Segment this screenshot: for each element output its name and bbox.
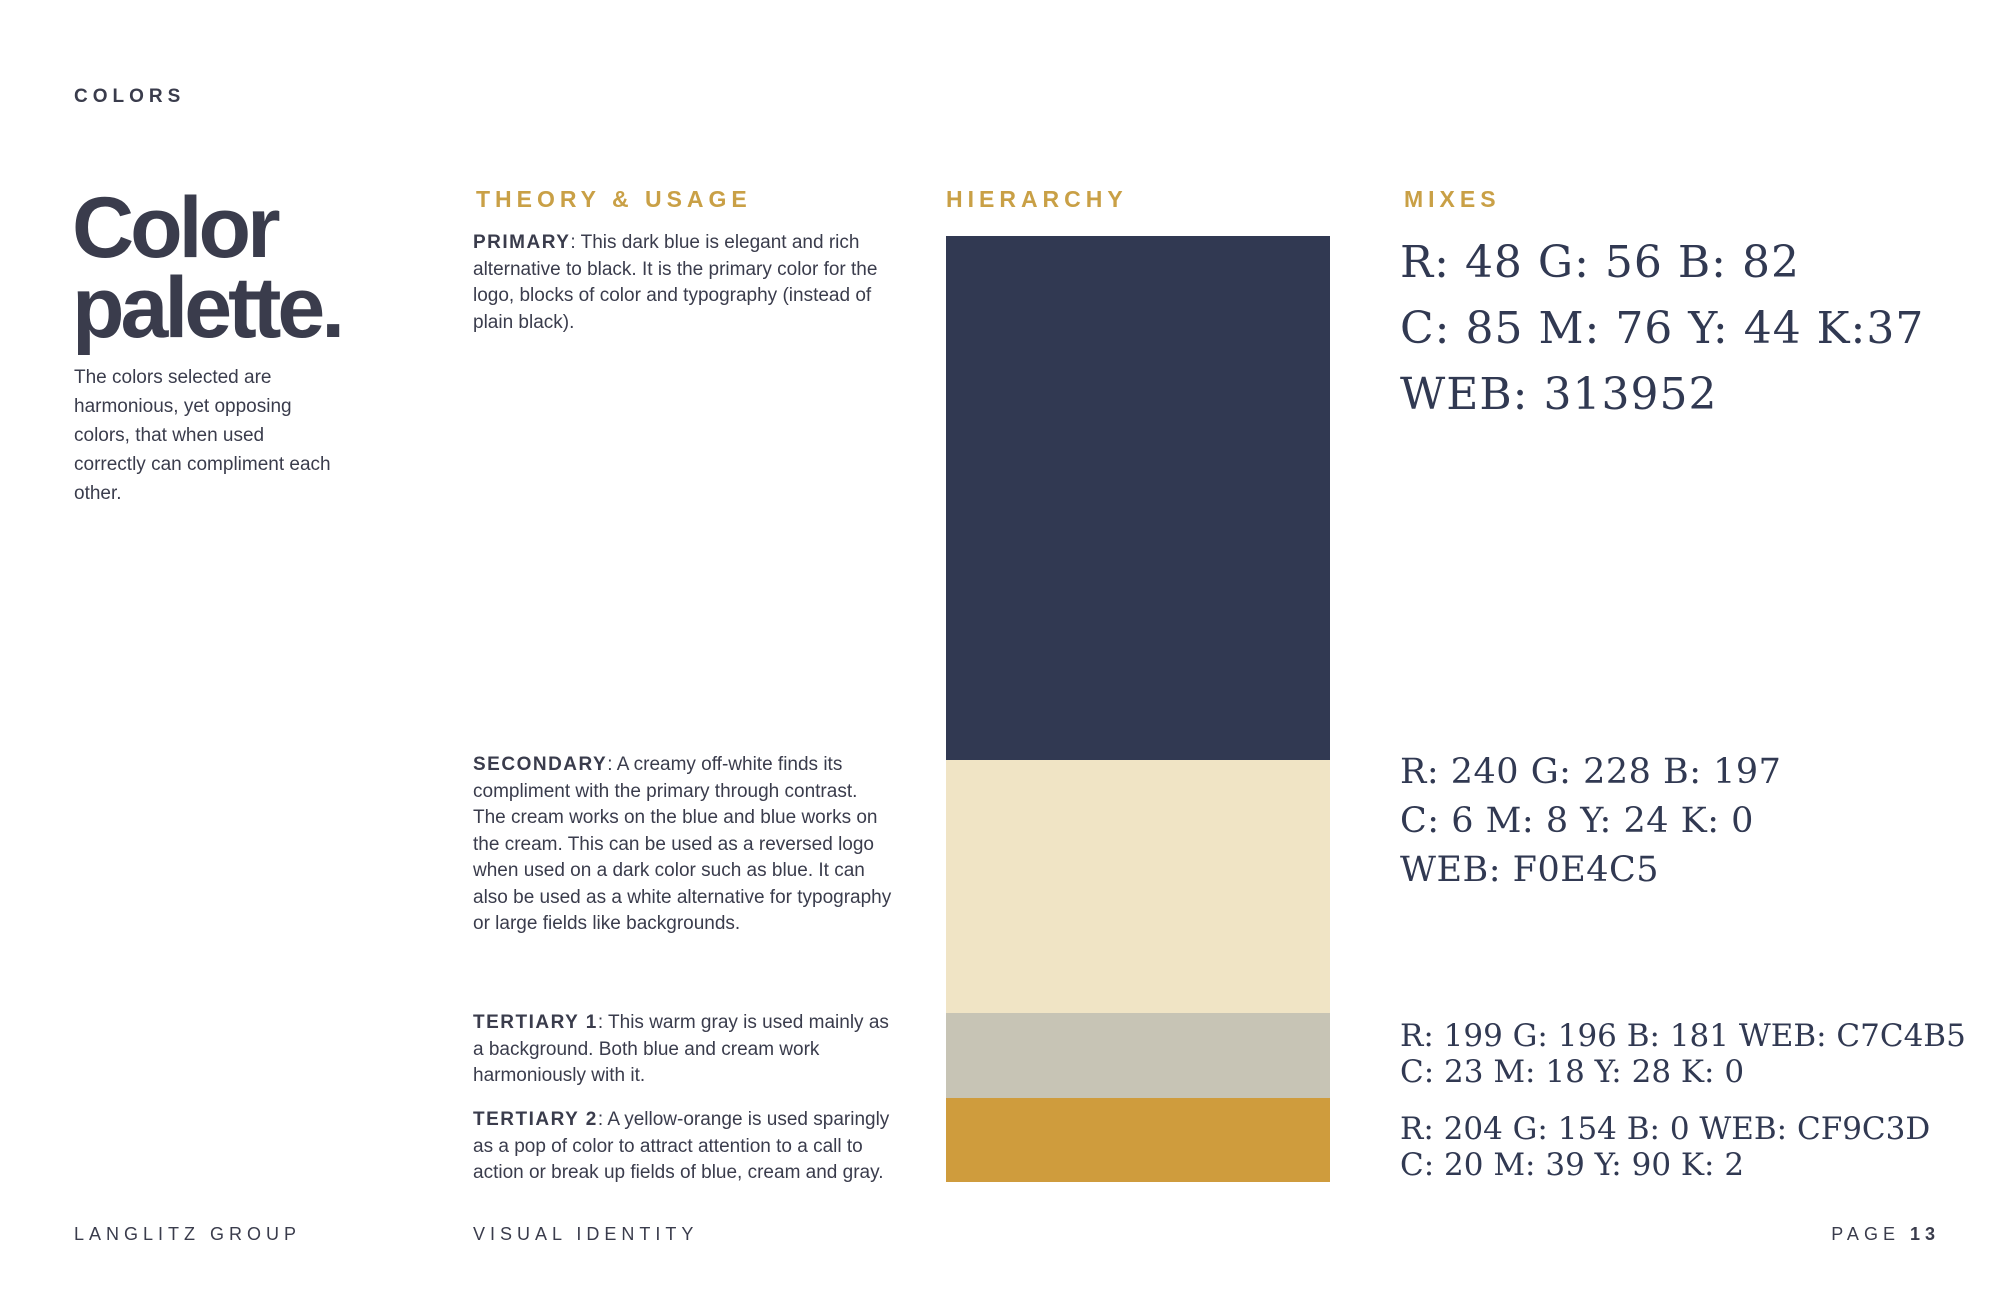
secondary-rgb: R: 240 G: 228 B: 197	[1400, 752, 1782, 792]
tertiary-2-rgb-web: R: 204 G: 154 B: 0 WEB: CF9C3D	[1400, 1111, 1931, 1147]
tertiary-2-cmyk: C: 20 M: 39 Y: 90 K: 2	[1400, 1147, 1745, 1183]
page-label: PAGE	[1831, 1224, 1900, 1244]
tertiary-1-rgb-web: R: 199 G: 196 B: 181 WEB: C7C4B5	[1400, 1018, 1966, 1054]
footer-company: LANGLITZ GROUP	[74, 1224, 302, 1244]
tertiary-2-label: TERTIARY 2	[473, 1109, 598, 1130]
hierarchy-heading: HIERARCHY	[946, 186, 1128, 212]
secondary-description	[473, 752, 893, 938]
primary-text: : This dark blue is elegant and rich alternative to black. It is the primary color for the logo, blocks of color and typography (instead of plain black).	[473, 232, 878, 333]
secondary-cmyk: C: 6 M: 8 Y: 24 K: 0	[1400, 801, 1754, 841]
primary-rgb: R: 48 G: 56 B: 82	[1400, 237, 1800, 288]
tertiary-2-swatch	[946, 1098, 1330, 1182]
primary-swatch	[946, 236, 1330, 760]
primary-label: PRIMARY	[473, 232, 571, 253]
tertiary-1-label: TERTIARY 1	[473, 1012, 598, 1033]
page-title	[72, 180, 342, 356]
footer-page	[1831, 1224, 1940, 1245]
footer-document: VISUAL IDENTITY	[473, 1224, 699, 1244]
secondary-swatch	[946, 760, 1330, 1013]
mixes-heading: MIXES	[1404, 186, 1501, 212]
tertiary-2-description	[473, 1107, 893, 1187]
primary-web: WEB: 313952	[1400, 369, 1718, 420]
tertiary-1-description	[473, 1010, 893, 1090]
page-number: 13	[1909, 1224, 1940, 1244]
secondary-text: : A creamy off-white finds its compliment with the primary through contrast. The cream works on the blue and blue works on the cream. This can be used as a reversed logo when used on a dark color such as blue. It can also be used as a white alternative for typography or large fields like backgrounds.	[473, 754, 892, 934]
primary-cmyk: C: 85 M: 76 Y: 44 K:37	[1400, 303, 1925, 354]
section-label: COLORS	[74, 86, 186, 107]
tertiary-1-text: : This warm gray is used mainly as a background. Both blue and cream work harmoniously with it.	[473, 1012, 889, 1086]
tertiary-1-swatch	[946, 1013, 1330, 1098]
secondary-label: SECONDARY	[473, 754, 608, 775]
intro-text: The colors selected are harmonious, yet opposing colors, that when used correctly can compliment each other.	[74, 367, 331, 504]
secondary-web: WEB: F0E4C5	[1400, 850, 1660, 890]
page-title-line-2: palette.	[72, 260, 342, 356]
secondary-mixes	[1400, 748, 1781, 895]
theory-heading: THEORY & USAGE	[476, 186, 752, 212]
tertiary-2-mixes	[1400, 1111, 1930, 1183]
primary-mixes	[1400, 230, 1924, 428]
page-title-line-1: Color	[72, 180, 277, 276]
tertiary-1-mixes	[1400, 1018, 1966, 1090]
tertiary-2-text: : A yellow-orange is used sparingly as a pop of color to attract attention to a call to action or break up fields of blue, cream and gray.	[473, 1109, 890, 1183]
primary-description	[473, 230, 893, 336]
tertiary-1-cmyk: C: 23 M: 18 Y: 28 K: 0	[1400, 1054, 1745, 1090]
